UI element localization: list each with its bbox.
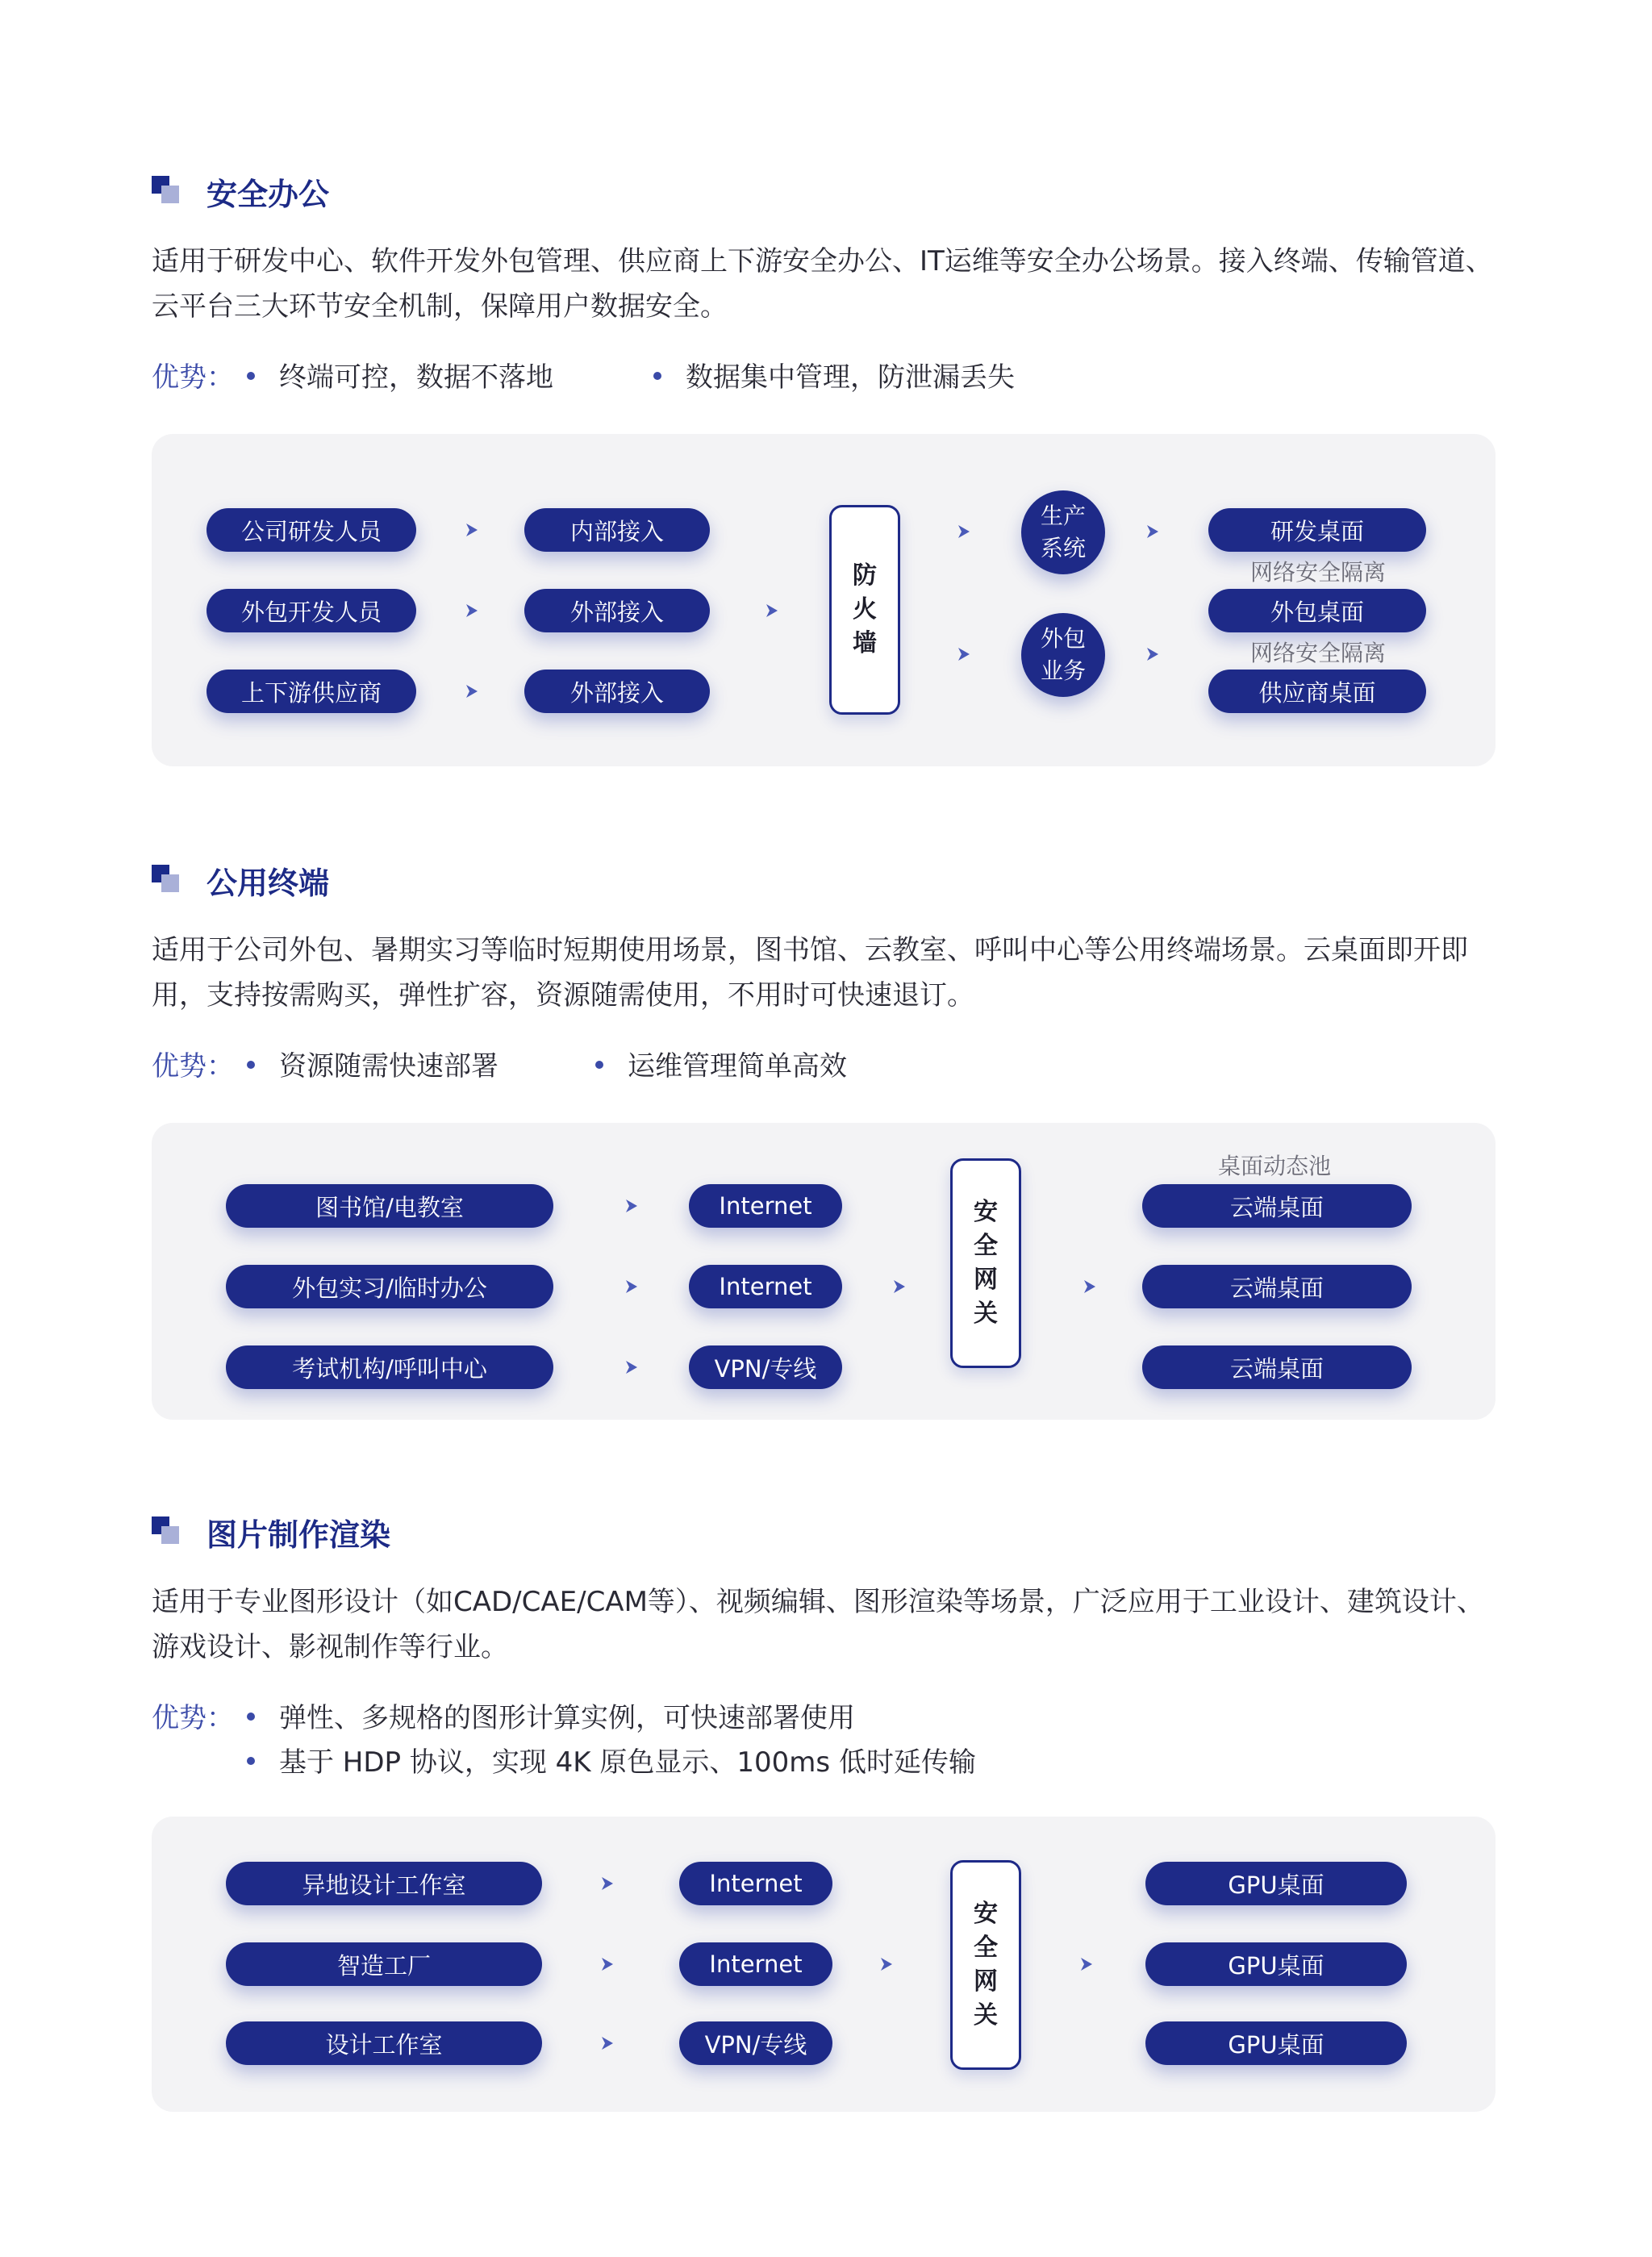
pool-label: 桌面动态池 <box>1218 1153 1332 1179</box>
firewall-char: 防 <box>853 561 877 590</box>
desktop-pill: GPU桌面 <box>1145 2021 1407 2065</box>
arrow-right-icon <box>891 1278 908 1295</box>
zone-label: 业务 <box>1040 657 1086 684</box>
diagram-panel <box>152 1817 1496 2112</box>
source-pill: 公司研发人员 <box>206 508 416 552</box>
access-pill: Internet <box>689 1265 842 1308</box>
arrow-right-icon <box>878 1955 895 1973</box>
arrow-right-icon <box>1144 523 1162 540</box>
source-pill: 智造工厂 <box>226 1942 542 1986</box>
diagram-panel <box>152 1123 1496 1420</box>
source-pill: 图书馆/电教室 <box>226 1184 553 1228</box>
access-pill: 内部接入 <box>524 508 710 552</box>
arrow-right-icon <box>599 1955 616 1973</box>
firewall-char: 墙 <box>853 629 877 657</box>
access-pill: Internet <box>679 1942 832 1986</box>
diagram-panel <box>152 434 1496 766</box>
zone-production <box>1021 490 1105 574</box>
arrow-right-icon <box>1081 1278 1099 1295</box>
section-title: 图片制作渲染 <box>206 1517 391 1553</box>
gateway-char: 全 <box>974 1934 998 1962</box>
advantage-label: 优势： <box>152 1702 234 1734</box>
gateway-char: 关 <box>974 2001 998 2030</box>
section-description: 适用于公司外包、暑期实习等临时短期使用场景，图书馆、云教室、呼叫中心等公用终端场景。云桌面即开即用，支持按需购买，弹性扩容，资源随需使用，不用时可快速退订。 <box>152 934 1468 1012</box>
desktop-pill: 供应商桌面 <box>1208 670 1426 713</box>
gateway-char: 网 <box>974 1266 998 1294</box>
advantage-item: 资源随需快速部署 <box>279 1050 499 1083</box>
gateway-char: 全 <box>974 1232 998 1260</box>
access-pill: VPN/专线 <box>689 1345 842 1389</box>
arrow-right-icon <box>763 602 781 620</box>
section-title: 公用终端 <box>206 866 330 901</box>
source-pill: 考试机构/呼叫中心 <box>226 1345 553 1389</box>
source-pill: 外包实习/临时办公 <box>226 1265 553 1308</box>
zone-label: 外包 <box>1040 625 1086 652</box>
advantage-item: 运维管理简单高效 <box>628 1050 847 1083</box>
source-pill: 设计工作室 <box>226 2021 542 2065</box>
desktop-pill: GPU桌面 <box>1145 1862 1407 1905</box>
bullet-icon <box>247 1713 255 1721</box>
arrow-right-icon <box>463 521 481 539</box>
firewall-char: 火 <box>853 595 877 624</box>
arrow-right-icon <box>463 602 481 620</box>
access-pill: Internet <box>689 1184 842 1228</box>
section-description: 适用于研发中心、软件开发外包管理、供应商上下游安全办公、IT运维等安全办公场景。接入终端、传输管道、云平台三大环节安全机制，保障用户数据安全。 <box>152 245 1493 323</box>
gateway-char: 安 <box>974 1198 998 1226</box>
firewall-box <box>829 505 900 715</box>
arrow-right-icon <box>955 645 973 663</box>
desktop-pill: 研发桌面 <box>1208 508 1426 552</box>
arrow-right-icon <box>623 1278 640 1295</box>
gateway-char: 网 <box>974 1967 998 1996</box>
desktop-pill: GPU桌面 <box>1145 1942 1407 1986</box>
advantage-item: 弹性、多规格的图形计算实例，可快速部署使用 <box>279 1702 855 1734</box>
advantage-label: 优势： <box>152 361 234 394</box>
arrow-right-icon <box>463 682 481 700</box>
section-square-icon <box>152 1516 179 1544</box>
source-pill: 外包开发人员 <box>206 589 416 632</box>
advantage-item: 基于 HDP 协议，实现 4K 原色显示、100ms 低时延传输 <box>279 1746 976 1779</box>
desktop-pill: 外包桌面 <box>1208 589 1426 632</box>
zone-label: 系统 <box>1040 535 1086 561</box>
desktop-pill: 云端桌面 <box>1142 1265 1412 1308</box>
arrow-right-icon <box>1078 1955 1095 1973</box>
isolation-note: 网络安全隔离 <box>1250 559 1387 586</box>
bullet-icon <box>653 372 661 380</box>
bullet-icon <box>247 372 255 380</box>
zone-outsourcing <box>1021 613 1105 697</box>
security-gateway-box <box>950 1860 1021 2070</box>
security-gateway-box <box>950 1158 1021 1368</box>
section-description: 适用于专业图形设计（如CAD/CAE/CAM等）、视频编辑、图形渲染等场景，广泛应用于工业设计、建筑设计、游戏设计、影视制作等行业。 <box>152 1586 1484 1663</box>
access-pill: 外部接入 <box>524 670 710 713</box>
arrow-right-icon <box>599 1875 616 1892</box>
bullet-icon <box>595 1061 603 1069</box>
arrow-right-icon <box>623 1197 640 1215</box>
access-pill: VPN/专线 <box>679 2021 832 2065</box>
zone-label: 生产 <box>1040 503 1086 529</box>
desktop-pill: 云端桌面 <box>1142 1345 1412 1389</box>
source-pill: 上下游供应商 <box>206 670 416 713</box>
access-pill: Internet <box>679 1862 832 1905</box>
isolation-note: 网络安全隔离 <box>1250 640 1387 666</box>
section-title: 安全办公 <box>206 177 330 212</box>
advantage-label: 优势： <box>152 1050 234 1083</box>
gateway-char: 关 <box>974 1300 998 1328</box>
section-square-icon <box>152 176 179 203</box>
bullet-icon <box>247 1757 255 1765</box>
section-square-icon <box>152 865 179 892</box>
advantage-item: 数据集中管理，防泄漏丢失 <box>686 361 1015 394</box>
arrow-right-icon <box>623 1358 640 1376</box>
advantage-item: 终端可控，数据不落地 <box>279 361 553 394</box>
arrow-right-icon <box>599 2034 616 2052</box>
access-pill: 外部接入 <box>524 589 710 632</box>
arrow-right-icon <box>955 523 973 540</box>
source-pill: 异地设计工作室 <box>226 1862 542 1905</box>
arrow-right-icon <box>1144 645 1162 663</box>
gateway-char: 安 <box>974 1900 998 1928</box>
desktop-pill: 云端桌面 <box>1142 1184 1412 1228</box>
bullet-icon <box>247 1061 255 1069</box>
